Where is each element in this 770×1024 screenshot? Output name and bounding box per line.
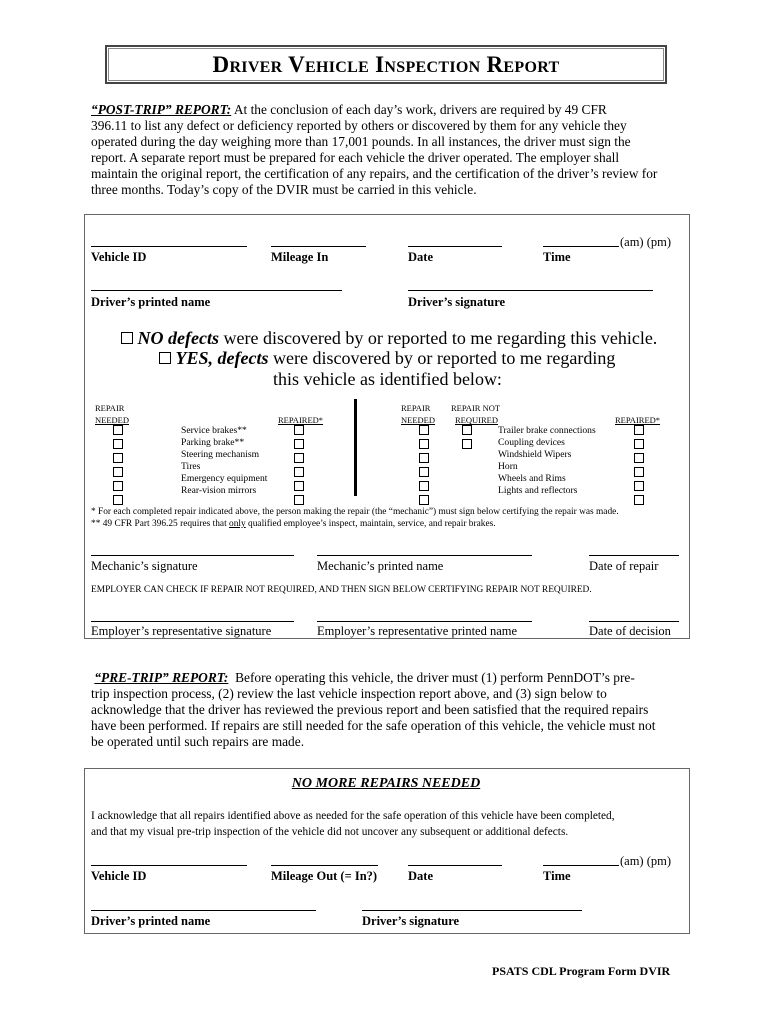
list-item: Trailer brake connections <box>498 425 596 436</box>
checkbox[interactable] <box>462 439 472 449</box>
yes-defects-line2: this vehicle as identified below: <box>273 369 502 389</box>
title-box <box>105 45 667 84</box>
checkbox[interactable] <box>634 495 644 505</box>
vehicle-id-field[interactable] <box>91 246 247 247</box>
footnote-brakes <box>91 519 496 529</box>
checkbox[interactable] <box>113 425 123 435</box>
mechanic-signature-label: Mechanic’s signature <box>91 559 198 573</box>
time-field-2[interactable] <box>543 865 619 866</box>
driver-name-label-2: Driver’s printed name <box>91 914 211 928</box>
no-defects-option[interactable] <box>121 328 657 349</box>
repaired-header-left: REPAIRED* <box>278 415 324 425</box>
checkbox[interactable] <box>634 453 644 463</box>
checkbox[interactable] <box>294 425 304 435</box>
left-repaired-column <box>294 425 304 509</box>
yes-defects-bold: YES, defects <box>175 348 269 368</box>
mileage-in-label: Mileage In <box>271 250 329 264</box>
list-item: Rear-vision mirrors <box>181 485 257 496</box>
list-item: Wheels and Rims <box>498 473 566 484</box>
post-trip-line: 396.11 to list any defect or deficiency reported by others or discovered by them for any vehicle they <box>91 118 627 133</box>
pre-trip-line: be operated until such repairs are made. <box>91 734 305 749</box>
pre-trip-lead: “PRE-TRIP” REPORT: <box>94 670 229 685</box>
am-pm-label-2: (am) (pm) <box>620 854 672 868</box>
post-trip-line: report. A separate report must be prepared for each vehicle the driver operated. The employer shall <box>91 150 620 165</box>
yes-defects-text: were discovered by or reported to me regarding <box>268 348 616 368</box>
mechanic-signature-field[interactable] <box>91 555 294 556</box>
no-more-repairs-heading: NO MORE REPAIRS NEEDED <box>291 776 481 791</box>
repair-header-left: REPAIR <box>95 403 125 413</box>
left-needed-column <box>113 425 123 509</box>
list-item: Lights and reflectors <box>498 485 578 496</box>
time-field[interactable] <box>543 246 619 247</box>
checkbox[interactable] <box>419 481 429 491</box>
checkbox[interactable] <box>419 439 429 449</box>
post-trip-line: maintain the original report, the certification of any repairs, and the certification of the driver’s review for <box>91 166 658 181</box>
post-trip-lead: “POST-TRIP” REPORT: <box>91 102 232 117</box>
list-item: Windshield Wipers <box>498 449 572 460</box>
checkbox[interactable] <box>113 453 123 463</box>
checkbox[interactable] <box>113 467 123 477</box>
list-item: Tires <box>181 461 201 472</box>
pre-trip-line: trip inspection process, (2) review the last vehicle inspection report above, and (3) sign below to <box>91 686 607 701</box>
required-header: REQUIRED <box>455 415 498 425</box>
vehicle-id-label: Vehicle ID <box>91 250 147 264</box>
footnote-text: qualified employee’s inspect, maintain, service, and repair brakes. <box>245 519 496 529</box>
date-field[interactable] <box>408 246 502 247</box>
page-title: Driver Vehicle Inspection Report <box>212 51 560 77</box>
no-defects-bold: NO defects <box>137 328 219 348</box>
checkbox[interactable] <box>419 467 429 477</box>
acknowledgement-line: I acknowledge that all repairs identified above as needed for the safe operation of this vehicle have been completed, <box>91 810 615 822</box>
repair-date-label: Date of repair <box>589 559 659 573</box>
right-repaired-column <box>634 425 644 509</box>
employer-signature-label: Employer’s representative signature <box>91 624 272 638</box>
employer-name-field[interactable] <box>317 621 532 622</box>
am-pm-label: (am) (pm) <box>620 235 672 249</box>
pre-trip-paragraph <box>91 670 691 750</box>
pre-trip-line: have been performed. If repairs are still needed for the safe operation of this vehicle, the vehicle must not <box>91 718 656 733</box>
decision-date-label: Date of decision <box>589 624 671 638</box>
list-item: Parking brake** <box>181 437 245 448</box>
checkbox[interactable] <box>634 425 644 435</box>
repair-header-right: REPAIR <box>401 403 431 413</box>
checkbox[interactable] <box>634 481 644 491</box>
checkbox[interactable] <box>634 439 644 449</box>
checkbox[interactable] <box>294 439 304 449</box>
checkbox[interactable] <box>294 453 304 463</box>
post-trip-line: At the conclusion of each day’s work, drivers are required by 49 CFR <box>233 102 607 117</box>
checkbox[interactable] <box>294 467 304 477</box>
driver-signature-field[interactable] <box>408 290 653 291</box>
mechanic-name-field[interactable] <box>317 555 532 556</box>
right-not-required-column <box>462 425 472 453</box>
driver-name-field[interactable] <box>91 290 342 291</box>
repair-not-header: REPAIR NOT <box>451 403 501 413</box>
employer-note: EMPLOYER CAN CHECK IF REPAIR NOT REQUIRED, AND THEN SIGN BELOW CERTIFYING REPAIR NOT REQUIRED. <box>91 585 592 595</box>
left-items-list <box>181 425 267 497</box>
form-footer: PSATS CDL Program Form DVIR <box>492 964 671 978</box>
checkbox[interactable] <box>462 425 472 435</box>
repaired-header-right: REPAIRED* <box>615 415 661 425</box>
no-defects-text: were discovered by or reported to me regarding this vehicle. <box>218 328 658 348</box>
list-item: Horn <box>498 461 518 472</box>
yes-defects-checkbox[interactable] <box>159 352 171 364</box>
needed-header-left: NEEDED <box>95 415 129 425</box>
mileage-in-field[interactable] <box>271 246 366 247</box>
date-label-2: Date <box>408 869 433 883</box>
driver-signature-field-2[interactable] <box>362 910 582 911</box>
date-field-2[interactable] <box>408 865 502 866</box>
table-divider <box>354 399 357 496</box>
pre-trip-line: acknowledge that the driver has reviewed the previous report and been satisfied that the required repairs <box>91 702 649 717</box>
employer-name-label: Employer’s representative printed name <box>317 624 518 638</box>
checkbox[interactable] <box>113 481 123 491</box>
checkbox[interactable] <box>634 467 644 477</box>
list-item: Service brakes** <box>181 425 247 436</box>
driver-signature-label-2: Driver’s signature <box>362 914 460 928</box>
checkbox[interactable] <box>294 495 304 505</box>
footnote-text: ** 49 CFR Part 396.25 requires that <box>91 519 230 529</box>
right-needed-column <box>419 425 429 509</box>
driver-name-label: Driver’s printed name <box>91 295 211 309</box>
mileage-out-label: Mileage Out (= In?) <box>271 869 378 883</box>
repair-date-field[interactable] <box>589 555 679 556</box>
pre-trip-line: Before operating this vehicle, the driver must (1) perform PennDOT’s pre- <box>235 670 635 685</box>
no-defects-checkbox[interactable] <box>121 332 133 344</box>
needed-header-right: NEEDED <box>401 415 435 425</box>
mechanic-name-label: Mechanic’s printed name <box>317 559 444 573</box>
date-label: Date <box>408 250 433 264</box>
mileage-out-field[interactable] <box>271 865 378 866</box>
checkbox[interactable] <box>294 481 304 491</box>
checkbox[interactable] <box>419 425 429 435</box>
post-trip-paragraph <box>91 102 691 198</box>
right-items-list <box>498 425 596 497</box>
checkbox[interactable] <box>113 439 123 449</box>
time-label: Time <box>543 250 571 264</box>
list-item: Emergency equipment <box>181 473 268 484</box>
post-trip-line: operated during the day weighing more than 17,001 pounds. In all instances, the driver must sign the <box>91 134 631 149</box>
vehicle-id-field-2[interactable] <box>91 865 247 866</box>
footnote-repair: * For each completed repair indicated above, the person making the repair (the “mechanic”) must sign below certifying the repair was made. <box>91 507 619 517</box>
time-label-2: Time <box>543 869 571 883</box>
yes-defects-option[interactable] <box>159 348 615 369</box>
checkbox[interactable] <box>113 495 123 505</box>
post-trip-line: three months. Today’s copy of the DVIR must be carried in this vehicle. <box>91 182 477 197</box>
vehicle-id-label-2: Vehicle ID <box>91 869 147 883</box>
driver-signature-label: Driver’s signature <box>408 295 506 309</box>
checkbox[interactable] <box>419 495 429 505</box>
footnote-emphasis: only <box>229 519 246 529</box>
acknowledgement-line: and that my visual pre-trip inspection of the vehicle did not uncover any subsequent or additional defects. <box>91 826 569 838</box>
post-trip-form-box <box>84 214 690 639</box>
employer-signature-field[interactable] <box>91 621 294 622</box>
acknowledgement <box>91 808 615 840</box>
decision-date-field[interactable] <box>589 621 679 622</box>
list-item: Coupling devices <box>498 437 565 448</box>
list-item: Steering mechanism <box>181 449 260 460</box>
driver-name-field-2[interactable] <box>91 910 316 911</box>
checkbox[interactable] <box>419 453 429 463</box>
